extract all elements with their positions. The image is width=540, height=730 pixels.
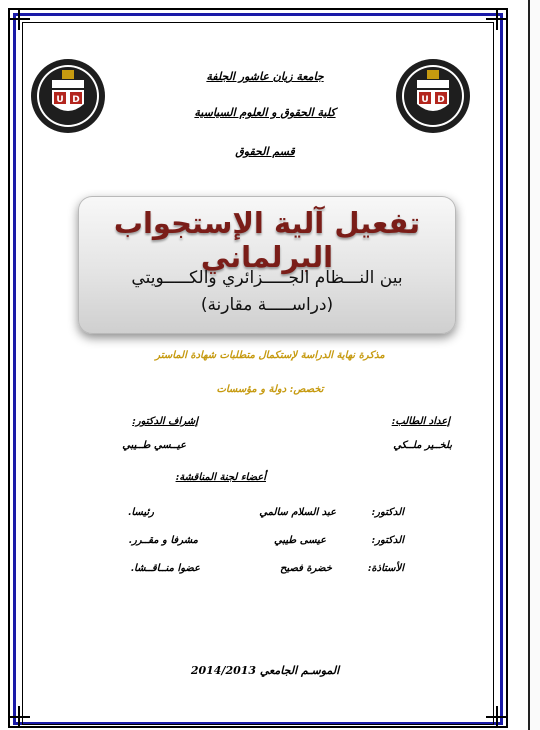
svg-text:U: U xyxy=(421,95,429,105)
thesis-title: تفعيل آلية الإستجواب البرلماني xyxy=(113,206,421,274)
memo-purpose: مذكرة نهاية الدراسة لإستكمال متطلبات شهادة الماستر xyxy=(155,350,385,361)
corner-ornament-top-right xyxy=(486,8,508,30)
corner-ornament-top-left xyxy=(8,8,30,30)
committee-member-3-name: خضرة فصيح xyxy=(279,563,332,574)
university-name: جامعة زيان عاشور الجلفة xyxy=(206,70,324,83)
committee-member-2-name: عيسى طيبي xyxy=(273,535,326,546)
committee-member-2-role: مشرفا و مقــرر. xyxy=(128,535,198,546)
committee-member-2-title: الدكتور: xyxy=(371,535,404,546)
committee-member-3-role: عضوا منــاقــشا. xyxy=(130,563,200,574)
thesis-subtitle-line1: بين النـــظام الجـــــزائري والكـــــويتي xyxy=(131,268,403,288)
committee-member-1-title: الدكتور: xyxy=(371,507,404,518)
committee-label: أعضاء لجنة المناقشة: xyxy=(175,472,266,483)
student-name: بلخــير ملــكي xyxy=(393,440,452,451)
faculty-name: كلية الحقوق و العلوم السياسية xyxy=(194,106,336,119)
thesis-subtitle-line2: (دراســـــة مقارنة) xyxy=(200,295,334,315)
university-seal-right xyxy=(395,58,471,134)
department-name: قسم الحقوق xyxy=(235,145,295,158)
title-box xyxy=(78,196,456,334)
svg-text:U: U xyxy=(56,95,64,105)
page-side-margin xyxy=(530,0,540,730)
supervisor-label: إشراف الدكتور: xyxy=(132,416,198,427)
corner-ornament-bottom-left xyxy=(8,706,30,728)
committee-member-1-name: عبد السلام سالمي xyxy=(259,507,336,518)
student-label: إعداد الطالب: xyxy=(391,416,450,427)
academic-year: الموسـم الجامعي 2014/2013 xyxy=(190,664,340,677)
svg-text:D: D xyxy=(72,95,80,105)
university-seal-left xyxy=(30,58,106,134)
supervisor-name: عيــسي طــيبي xyxy=(122,440,186,451)
svg-text:D: D xyxy=(437,95,445,105)
memo-specialty: تخصص: دولة و مؤسسات xyxy=(216,384,324,395)
corner-ornament-bottom-right xyxy=(486,706,508,728)
committee-member-3-title: الأستاذة: xyxy=(367,563,404,574)
committee-member-1-role: رئيسا. xyxy=(127,507,154,518)
